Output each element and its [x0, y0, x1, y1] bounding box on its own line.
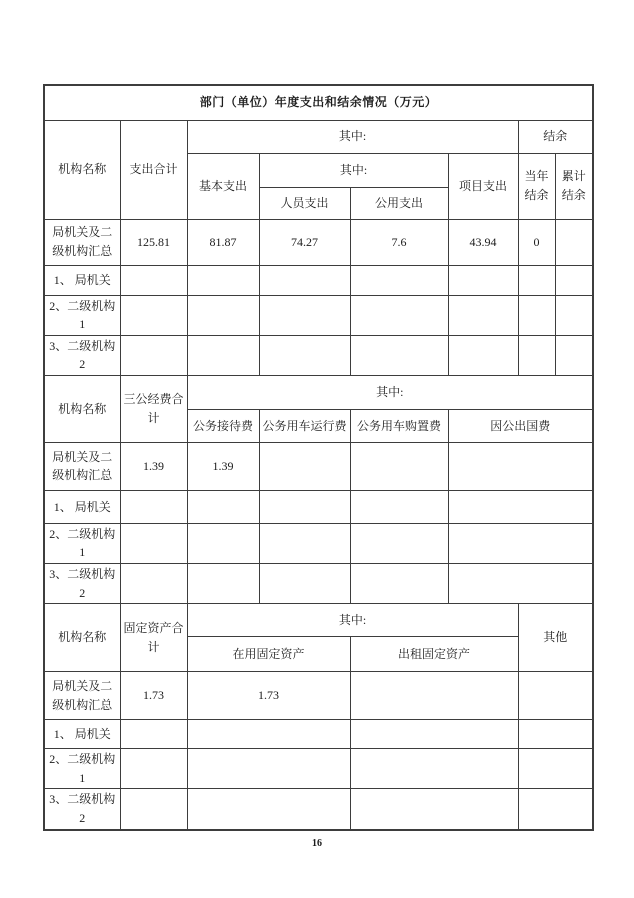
data-cell: [187, 749, 350, 789]
data-cell: [187, 789, 350, 830]
data-cell: [555, 265, 593, 295]
row-label: 3、二级机构 2: [44, 789, 120, 830]
data-cell: [120, 564, 187, 604]
data-cell: [259, 265, 350, 295]
row-label: 2、二级机构 1: [44, 749, 120, 789]
header-institution: 机构名称: [44, 375, 120, 442]
data-cell: [518, 749, 593, 789]
table-row: [44, 672, 593, 720]
data-cell: [518, 789, 593, 830]
header-official-reception: 公务接待费: [187, 409, 259, 442]
expenditure-balance-table: [43, 84, 594, 831]
row-label: 3、二级机构 2: [44, 335, 120, 375]
header-among: 其中:: [187, 604, 518, 637]
data-cell: [448, 564, 593, 604]
header-public-expenditure: 公用支出: [350, 187, 448, 219]
data-cell: [448, 295, 518, 335]
data-cell: [120, 789, 187, 830]
table-row: [44, 720, 593, 749]
table-row: [44, 523, 593, 563]
data-cell: [448, 442, 593, 490]
data-cell: [448, 265, 518, 295]
data-cell: [120, 295, 187, 335]
header-personnel-expenditure: 人员支出: [259, 187, 350, 219]
header-rented-out-assets: 出租固定资产: [350, 637, 518, 672]
table-title: 部门（单位）年度支出和结余情况（万元）: [44, 85, 593, 120]
data-cell: [259, 564, 350, 604]
data-cell: [448, 490, 593, 523]
row-label: 局机关及二级机构汇总: [44, 219, 120, 265]
data-cell: [259, 442, 350, 490]
header-abroad-expense: 因公出国费: [448, 409, 593, 442]
header-balance-current-year: 当年结余: [518, 153, 555, 219]
data-cell: [350, 789, 518, 830]
table-row: [44, 564, 593, 604]
header-three-public-total: 三公经费合计: [120, 375, 187, 442]
table-row: [44, 789, 593, 830]
data-cell: [555, 295, 593, 335]
table-row: [44, 120, 593, 153]
data-cell: [187, 295, 259, 335]
data-cell: 1.39: [120, 442, 187, 490]
row-label: 1、 局机关: [44, 490, 120, 523]
row-label: 1、 局机关: [44, 720, 120, 749]
data-cell: [518, 335, 555, 375]
data-cell: [120, 490, 187, 523]
table-row: [44, 295, 593, 335]
table-row: [44, 335, 593, 375]
data-cell: [350, 295, 448, 335]
data-cell: 81.87: [187, 219, 259, 265]
data-cell: [350, 442, 448, 490]
header-vehicle-operation: 公务用车运行费: [259, 409, 350, 442]
header-among-1: 其中:: [187, 120, 518, 153]
data-cell: 1.73: [187, 672, 350, 720]
table-row: [44, 265, 593, 295]
data-cell: [555, 219, 593, 265]
data-cell: [518, 720, 593, 749]
data-cell: [187, 564, 259, 604]
data-cell: [120, 523, 187, 563]
header-balance: 结余: [518, 120, 593, 153]
data-cell: [187, 335, 259, 375]
header-in-use-assets: 在用固定资产: [187, 637, 350, 672]
row-label: 局机关及二级机构汇总: [44, 442, 120, 490]
data-cell: [518, 672, 593, 720]
header-vehicle-purchase: 公务用车购置费: [350, 409, 448, 442]
data-cell: [350, 523, 448, 563]
row-label: 3、二级机构 2: [44, 564, 120, 604]
data-cell: [259, 490, 350, 523]
header-basic-expenditure: 基本支出: [187, 153, 259, 219]
header-institution: 机构名称: [44, 604, 120, 672]
data-cell: [350, 265, 448, 295]
data-cell: [518, 295, 555, 335]
header-fixed-assets-total: 固定资产合计: [120, 604, 187, 672]
data-cell: [120, 335, 187, 375]
table-row: [44, 442, 593, 490]
data-cell: [448, 335, 518, 375]
data-cell: 7.6: [350, 219, 448, 265]
page-number: 16: [312, 838, 322, 849]
table-row: [44, 219, 593, 265]
row-label: 1、 局机关: [44, 265, 120, 295]
row-label: 2、二级机构 1: [44, 295, 120, 335]
row-label: 2、二级机构 1: [44, 523, 120, 563]
data-cell: 0: [518, 219, 555, 265]
data-cell: 1.73: [120, 672, 187, 720]
table-row: [44, 604, 593, 637]
data-cell: [350, 749, 518, 789]
header-expenditure-total: 支出合计: [120, 120, 187, 219]
header-among: 其中:: [187, 375, 593, 409]
data-cell: [555, 335, 593, 375]
data-cell: [120, 265, 187, 295]
header-other: 其他: [518, 604, 593, 672]
data-cell: [187, 490, 259, 523]
header-balance-accumulated: 累计结余: [555, 153, 593, 219]
data-cell: [259, 523, 350, 563]
table-row: [44, 749, 593, 789]
data-cell: [259, 335, 350, 375]
data-cell: [518, 265, 555, 295]
data-cell: [187, 523, 259, 563]
data-cell: [350, 720, 518, 749]
table-row: [44, 490, 593, 523]
row-label: 局机关及二级机构汇总: [44, 672, 120, 720]
data-cell: [350, 490, 448, 523]
data-cell: 43.94: [448, 219, 518, 265]
data-cell: [120, 720, 187, 749]
data-cell: 74.27: [259, 219, 350, 265]
data-cell: [350, 335, 448, 375]
data-cell: [350, 564, 448, 604]
data-cell: 1.39: [187, 442, 259, 490]
header-among-2: 其中:: [259, 153, 448, 187]
table-row: [44, 375, 593, 409]
data-cell: [120, 749, 187, 789]
data-cell: [259, 295, 350, 335]
header-institution: 机构名称: [44, 120, 120, 219]
data-cell: [187, 265, 259, 295]
table-row: [44, 85, 593, 120]
data-cell: 125.81: [120, 219, 187, 265]
data-cell: [350, 672, 518, 720]
header-project-expenditure: 项目支出: [448, 153, 518, 219]
data-cell: [448, 523, 593, 563]
data-cell: [187, 720, 350, 749]
